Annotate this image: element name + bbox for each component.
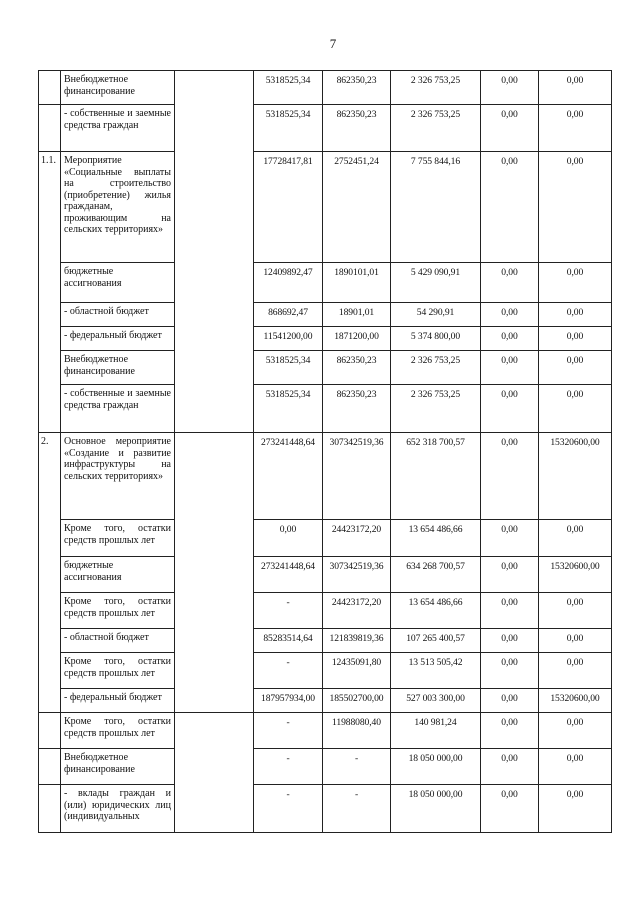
value-cell: 652 318 700,57 (391, 433, 481, 520)
row-number (39, 105, 61, 152)
value-cell: 862350,23 (323, 385, 391, 433)
table-row (39, 385, 612, 433)
row-number (39, 749, 61, 785)
table-row (39, 433, 612, 520)
value-cell: - (254, 653, 323, 689)
value-cell: - (323, 785, 391, 833)
value-cell: 862350,23 (323, 71, 391, 105)
value-cell: 5318525,34 (254, 105, 323, 152)
value-cell: 307342519,36 (323, 433, 391, 520)
row-label: Внебюджетное финансирование (61, 351, 175, 385)
value-cell: 5 429 090,91 (391, 263, 481, 303)
value-cell: 11541200,00 (254, 327, 323, 351)
value-cell: 0,00 (539, 385, 612, 433)
value-cell: 17728417,81 (254, 152, 323, 263)
value-cell: 0,00 (481, 71, 539, 105)
table-row (39, 351, 612, 385)
value-cell: 0,00 (481, 653, 539, 689)
value-cell: 307342519,36 (323, 557, 391, 593)
budget-table (38, 70, 612, 833)
row-label: Внебюджетное финансирование (61, 71, 175, 105)
value-cell: 24423172,20 (323, 593, 391, 629)
value-cell: 15320600,00 (539, 689, 612, 713)
value-cell: 140 981,24 (391, 713, 481, 749)
value-cell: 5318525,34 (254, 351, 323, 385)
value-cell: 11988080,40 (323, 713, 391, 749)
table-row (39, 303, 612, 327)
value-cell: 0,00 (539, 785, 612, 833)
value-cell: 0,00 (539, 71, 612, 105)
row-label: - вклады граждан и (или) юридических лиц (индивидуальных (61, 785, 175, 833)
table-row (39, 785, 612, 833)
value-cell: 185502700,00 (323, 689, 391, 713)
table-row (39, 629, 612, 653)
value-cell: 0,00 (481, 520, 539, 557)
value-cell: 273241448,64 (254, 433, 323, 520)
value-cell: 862350,23 (323, 351, 391, 385)
value-cell: 0,00 (481, 629, 539, 653)
row-label: Внебюджетное финансирование (61, 749, 175, 785)
value-cell: 0,00 (539, 520, 612, 557)
row-label: Кроме того, остатки средств прошлых лет (61, 713, 175, 749)
value-cell: 0,00 (539, 351, 612, 385)
row-label: Основное мероприятие «Создание и развитие инфраструктуры на сельских территориях» (61, 433, 175, 520)
value-cell: 2 326 753,25 (391, 105, 481, 152)
value-cell: 1871200,00 (323, 327, 391, 351)
row-label: - федеральный бюджет (61, 327, 175, 351)
row-label: - федеральный бюджет (61, 689, 175, 713)
value-cell: 24423172,20 (323, 520, 391, 557)
value-cell: 0,00 (539, 653, 612, 689)
table-row (39, 713, 612, 749)
value-cell: 0,00 (481, 785, 539, 833)
row-label: бюджетные ассигнования (61, 263, 175, 303)
value-cell: 54 290,91 (391, 303, 481, 327)
empty-merged-cell (175, 433, 254, 713)
value-cell: 0,00 (481, 303, 539, 327)
value-cell: 0,00 (481, 327, 539, 351)
value-cell: - (254, 785, 323, 833)
value-cell: 13 654 486,66 (391, 593, 481, 629)
row-label: - собственные и заемные средства граждан (61, 385, 175, 433)
table-row (39, 520, 612, 557)
value-cell: 2 326 753,25 (391, 71, 481, 105)
value-cell: 0,00 (481, 713, 539, 749)
table-row (39, 749, 612, 785)
value-cell: 0,00 (539, 749, 612, 785)
row-number (39, 71, 61, 105)
value-cell: 2 326 753,25 (391, 385, 481, 433)
empty-merged-cell (175, 713, 254, 833)
value-cell: 13 654 486,66 (391, 520, 481, 557)
value-cell: 18 050 000,00 (391, 749, 481, 785)
value-cell: 1890101,01 (323, 263, 391, 303)
value-cell: 0,00 (539, 593, 612, 629)
table-row (39, 105, 612, 152)
value-cell: - (254, 749, 323, 785)
empty-merged-cell (175, 71, 254, 433)
row-number: 2. (39, 433, 61, 713)
value-cell: 868692,47 (254, 303, 323, 327)
value-cell: 5318525,34 (254, 71, 323, 105)
value-cell: 0,00 (539, 263, 612, 303)
value-cell: 527 003 300,00 (391, 689, 481, 713)
value-cell: 7 755 844,16 (391, 152, 481, 263)
row-label: Кроме того, остатки средств прошлых лет (61, 520, 175, 557)
value-cell: 0,00 (481, 433, 539, 520)
value-cell: 187957934,00 (254, 689, 323, 713)
value-cell: 0,00 (539, 327, 612, 351)
value-cell: 0,00 (481, 152, 539, 263)
value-cell: 0,00 (481, 749, 539, 785)
row-number (39, 713, 61, 749)
value-cell: 15320600,00 (539, 557, 612, 593)
row-label: - областной бюджет (61, 303, 175, 327)
table-row (39, 327, 612, 351)
table-row (39, 653, 612, 689)
value-cell: 273241448,64 (254, 557, 323, 593)
value-cell: 0,00 (539, 303, 612, 327)
value-cell: 0,00 (481, 385, 539, 433)
value-cell: 0,00 (481, 557, 539, 593)
row-label: - собственные и заемные средства граждан (61, 105, 175, 152)
value-cell: 0,00 (539, 152, 612, 263)
value-cell: 13 513 505,42 (391, 653, 481, 689)
row-label: Кроме того, остатки средств прошлых лет (61, 653, 175, 689)
table-row (39, 71, 612, 105)
value-cell: 0,00 (481, 689, 539, 713)
table-row (39, 557, 612, 593)
row-number: 1.1. (39, 152, 61, 433)
value-cell: 634 268 700,57 (391, 557, 481, 593)
value-cell: 0,00 (481, 105, 539, 152)
value-cell: - (254, 593, 323, 629)
row-label: Мероприятие «Социальные выплаты на строительство (приобретение) жилья гражданам, проживающим на сельских территориях» (61, 152, 175, 263)
value-cell: 0,00 (481, 593, 539, 629)
value-cell: - (323, 749, 391, 785)
table-row (39, 152, 612, 263)
value-cell: 862350,23 (323, 105, 391, 152)
value-cell: 18 050 000,00 (391, 785, 481, 833)
value-cell: 12435091,80 (323, 653, 391, 689)
value-cell: 0,00 (481, 263, 539, 303)
table-row (39, 593, 612, 629)
row-number (39, 785, 61, 833)
value-cell: 0,00 (481, 351, 539, 385)
value-cell: 18901,01 (323, 303, 391, 327)
page-number: 7 (329, 36, 337, 51)
value-cell: 0,00 (539, 629, 612, 653)
value-cell: 5318525,34 (254, 385, 323, 433)
value-cell: 121839819,36 (323, 629, 391, 653)
value-cell: - (254, 713, 323, 749)
value-cell: 0,00 (539, 713, 612, 749)
value-cell: 0,00 (539, 105, 612, 152)
table-row (39, 689, 612, 713)
value-cell: 2 326 753,25 (391, 351, 481, 385)
value-cell: 2752451,24 (323, 152, 391, 263)
row-label: бюджетные ассигнования (61, 557, 175, 593)
value-cell: 5 374 800,00 (391, 327, 481, 351)
value-cell: 85283514,64 (254, 629, 323, 653)
row-label: - областной бюджет (61, 629, 175, 653)
value-cell: 107 265 400,57 (391, 629, 481, 653)
row-label: Кроме того, остатки средств прошлых лет (61, 593, 175, 629)
table-row (39, 263, 612, 303)
value-cell: 15320600,00 (539, 433, 612, 520)
value-cell: 12409892,47 (254, 263, 323, 303)
value-cell: 0,00 (254, 520, 323, 557)
